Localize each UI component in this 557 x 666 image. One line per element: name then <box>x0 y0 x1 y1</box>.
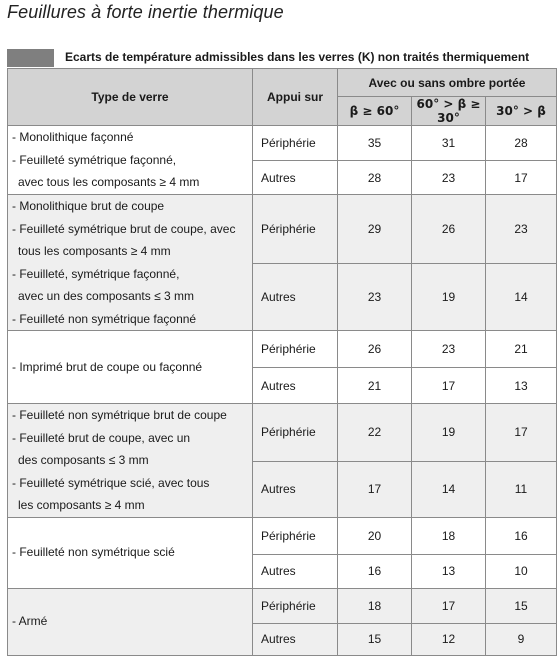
glass-type-line: - Feuilleté symétrique scié, avec tous <box>12 475 210 490</box>
support-cell: Périphérie <box>253 126 338 161</box>
value-cell: 31 <box>412 126 486 161</box>
glass-type-cell <box>8 331 253 404</box>
value-cell: 15 <box>338 623 412 655</box>
support-cell: Autres <box>253 368 338 404</box>
value-cell: 18 <box>412 517 486 554</box>
value-cell: 20 <box>338 517 412 554</box>
value-cell: 17 <box>486 404 557 462</box>
header-type: Type de verre <box>8 69 253 126</box>
glass-type-line: les composants ≥ 4 mm <box>18 498 145 512</box>
support-cell: Autres <box>253 623 338 655</box>
value-cell: 18 <box>338 588 412 623</box>
value-cell: 10 <box>486 554 557 588</box>
glass-type-line: - Feuilleté symétrique brut de coupe, avec <box>12 221 236 236</box>
support-cell: Périphérie <box>253 331 338 368</box>
table-row <box>8 126 557 161</box>
value-cell: 21 <box>338 368 412 404</box>
table-caption-bar <box>7 49 556 67</box>
header-shadow-group: Avec ou sans ombre portée <box>338 69 557 97</box>
support-cell: Périphérie <box>253 195 338 264</box>
glass-type-line: des composants ≤ 3 mm <box>18 453 149 467</box>
glass-type-line: - Feuilleté non symétrique brut de coupe <box>12 408 227 422</box>
table-body <box>8 126 557 656</box>
header-col-beta-60: β ≥ 60° <box>338 97 412 126</box>
value-cell: 16 <box>338 554 412 588</box>
glass-type-cell <box>8 588 253 655</box>
value-cell: 19 <box>412 404 486 462</box>
support-cell: Autres <box>253 554 338 588</box>
glass-type-cell <box>8 126 253 195</box>
glass-type-line: - Feuilleté symétrique façonné, <box>12 152 177 167</box>
value-cell: 21 <box>486 331 557 368</box>
value-cell: 26 <box>338 331 412 368</box>
value-cell: 17 <box>412 368 486 404</box>
value-cell: 11 <box>486 461 557 517</box>
support-cell: Autres <box>253 461 338 517</box>
value-cell: 23 <box>486 195 557 264</box>
value-cell: 23 <box>338 264 412 331</box>
value-cell: 15 <box>486 588 557 623</box>
value-cell: 22 <box>338 404 412 462</box>
glass-type-line: tous les composants ≥ 4 mm <box>18 244 171 258</box>
glass-type-line: - Feuilleté non symétrique scié <box>12 545 175 560</box>
glass-type-line: - Armé <box>12 614 48 629</box>
value-cell: 12 <box>412 623 486 655</box>
glass-type-line: avec un des composants ≤ 3 mm <box>18 289 194 303</box>
glass-type-line: - Monolithique façonné <box>12 130 134 145</box>
table-row <box>8 331 557 368</box>
header-col-beta-30: 30° > β <box>486 97 557 126</box>
temperature-table <box>7 68 557 656</box>
glass-type-line: - Feuilleté non symétrique façonné <box>12 311 197 326</box>
table-row <box>8 517 557 554</box>
support-cell: Périphérie <box>253 517 338 554</box>
support-cell: Périphérie <box>253 588 338 623</box>
value-cell: 13 <box>412 554 486 588</box>
value-cell: 23 <box>412 161 486 195</box>
table-caption: Ecarts de température admissibles dans les verres (K) non traités thermiquement <box>65 50 530 64</box>
value-cell: 16 <box>486 517 557 554</box>
caption-accent-block <box>7 49 54 67</box>
glass-type-cell <box>8 517 253 588</box>
value-cell: 17 <box>486 161 557 195</box>
value-cell: 35 <box>338 126 412 161</box>
value-cell: 28 <box>486 126 557 161</box>
value-cell: 26 <box>412 195 486 264</box>
value-cell: 17 <box>412 588 486 623</box>
support-cell: Autres <box>253 161 338 195</box>
value-cell: 14 <box>412 461 486 517</box>
glass-type-cell <box>8 195 253 331</box>
support-cell: Autres <box>253 264 338 331</box>
value-cell: 9 <box>486 623 557 655</box>
glass-type-line: - Monolithique brut de coupe <box>12 199 165 213</box>
glass-type-line: - Feuilleté, symétrique façonné, <box>12 266 180 281</box>
value-cell: 23 <box>412 331 486 368</box>
value-cell: 28 <box>338 161 412 195</box>
table-row <box>8 195 557 264</box>
header-support: Appui sur <box>253 69 338 126</box>
glass-type-line: - Imprimé brut de coupe ou façonné <box>12 359 203 374</box>
value-cell: 14 <box>486 264 557 331</box>
value-cell: 29 <box>338 195 412 264</box>
glass-type-line: avec tous les composants ≥ 4 mm <box>18 175 200 190</box>
value-cell: 13 <box>486 368 557 404</box>
glass-type-cell <box>8 404 253 518</box>
support-cell: Périphérie <box>253 404 338 462</box>
header-col-beta-30-60: 60° > β ≥ 30° <box>412 97 486 126</box>
value-cell: 17 <box>338 461 412 517</box>
value-cell: 19 <box>412 264 486 331</box>
table-row <box>8 404 557 462</box>
table-row <box>8 588 557 623</box>
page-title: Feuillures à forte inertie thermique <box>7 2 284 22</box>
glass-type-line: - Feuilleté brut de coupe, avec un <box>12 430 191 445</box>
